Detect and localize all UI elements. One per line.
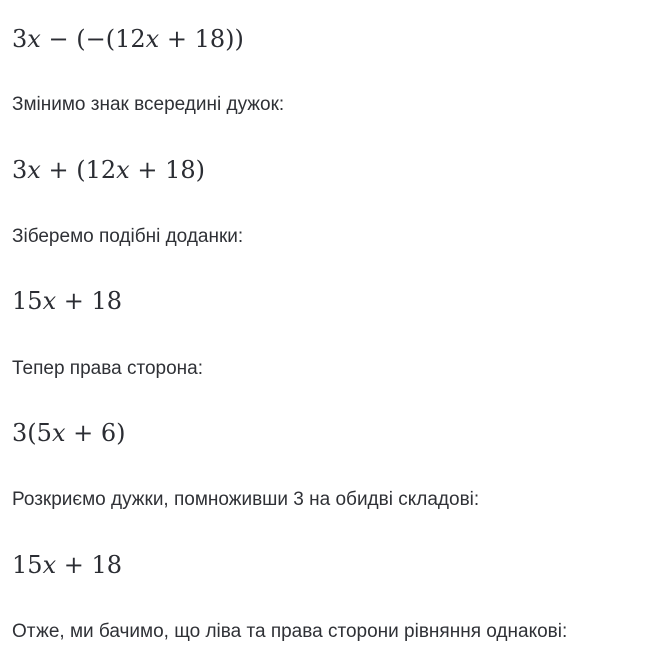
step-text-3: Тепер права сторона: xyxy=(12,358,203,379)
math-expression-5: 15x + 18 xyxy=(12,551,123,579)
math-expression-3: 15x + 18 xyxy=(12,287,123,315)
math-expression-1: 3x − (−(12x + 18)) xyxy=(12,25,244,53)
step-text-2: Зіберемо подібні доданки: xyxy=(12,226,244,247)
step-text-4: Розкриємо дужки, помноживши 3 на обидві складові: xyxy=(12,489,480,510)
math-expression-4: 3(5x + 6) xyxy=(12,419,126,447)
step-text-5: Отже, ми бачимо, що ліва та права сторони рівняння однакові: xyxy=(12,621,568,642)
step-text-1: Змінимо знак всередині дужок: xyxy=(12,94,285,115)
math-expression-2: 3x + (12x + 18) xyxy=(12,156,206,184)
